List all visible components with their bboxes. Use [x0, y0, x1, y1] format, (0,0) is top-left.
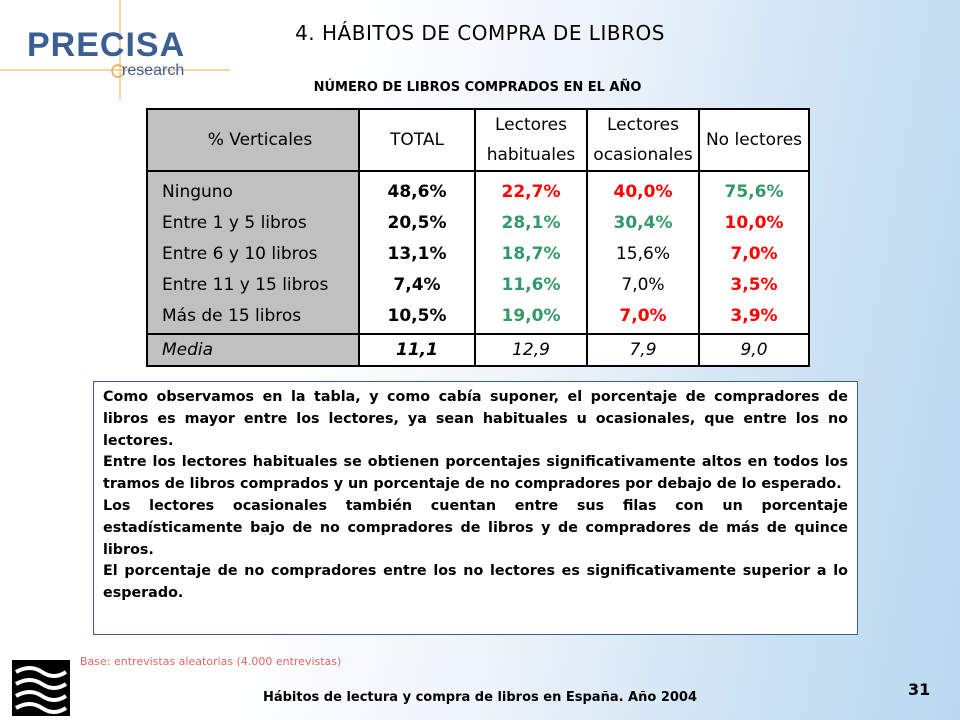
cell: 10,0%: [699, 207, 809, 238]
row-label: Entre 11 y 15 libros: [147, 269, 359, 300]
cell: 7,0%: [699, 238, 809, 269]
header-line2: habituales: [486, 145, 576, 165]
row-label: Entre 6 y 10 libros: [147, 238, 359, 269]
cell: 28,1%: [475, 207, 587, 238]
cell: 15,6%: [587, 238, 699, 269]
cell: 19,0%: [475, 300, 587, 334]
table-row: [147, 207, 809, 238]
precisa-logo: [0, 0, 230, 100]
cell: 12,9: [475, 334, 587, 366]
header-line1: Lectores: [495, 115, 567, 135]
header-total-label: TOTAL: [390, 130, 444, 150]
commentary-box: [93, 381, 858, 635]
page-title: 4. HÁBITOS DE COMPRA DE LIBROS: [295, 21, 665, 45]
publisher-emblem-icon: [12, 660, 70, 716]
row-label: Ninguno: [147, 171, 359, 207]
cell: 10,5%: [359, 300, 475, 334]
cell: 22,7%: [475, 171, 587, 207]
cell: 18,7%: [475, 238, 587, 269]
row-label: Media: [147, 334, 359, 366]
logo-brand: PRECISA: [27, 26, 186, 64]
header-total: [359, 109, 475, 171]
logo-sub: research: [122, 62, 185, 79]
cell: 7,0%: [587, 269, 699, 300]
cell: 7,0%: [587, 300, 699, 334]
cell: 11,1: [359, 334, 475, 366]
header-lectores-ocasionales: [587, 109, 699, 171]
commentary-paragraph: Entre los lectores habituales se obtienen porcentajes significativamente altos en todos los tramos de libros comprados y un porcentaje de no compradores por debajo de lo esperado.: [103, 454, 848, 493]
commentary-paragraph: Como observamos en la tabla, y como cabía suponer, el porcentaje de compradores de libros es mayor entre los lectores, ya sean habituales u ocasionales, que entre los no lectores.: [103, 389, 848, 449]
footer-caption: Hábitos de lectura y compra de libros en España. Año 2004: [262, 690, 698, 705]
row-label: Más de 15 libros: [147, 300, 359, 334]
cell: 3,5%: [699, 269, 809, 300]
header-no-lectores-label: No lectores: [705, 130, 803, 150]
cell: 40,0%: [587, 171, 699, 207]
header-corner: % Verticales: [147, 109, 359, 171]
base-note: Base: entrevistas aleatorias (4.000 entrevistas): [80, 655, 342, 668]
header-lectores-habituales: [475, 109, 587, 171]
header-line1: Lectores: [607, 115, 679, 135]
cell: 30,4%: [587, 207, 699, 238]
page-number: 31: [908, 680, 931, 699]
cell: 20,5%: [359, 207, 475, 238]
cell: 75,6%: [699, 171, 809, 207]
table-row: [147, 300, 809, 334]
data-table: [146, 108, 810, 367]
cell: 3,9%: [699, 300, 809, 334]
cell: 7,4%: [359, 269, 475, 300]
cell: 9,0: [699, 334, 809, 366]
cell: 48,6%: [359, 171, 475, 207]
cell: 11,6%: [475, 269, 587, 300]
cell: 13,1%: [359, 238, 475, 269]
commentary-paragraph: El porcentaje de no compradores entre los no lectores es significativamente superior a lo esperado.: [103, 563, 848, 602]
table-header-row: [147, 109, 809, 171]
cell: 7,9: [587, 334, 699, 366]
header-line2: ocasionales: [593, 145, 693, 165]
table-subtitle: NÚMERO DE LIBROS COMPRADOS EN EL AÑO: [313, 80, 642, 95]
table-row: [147, 238, 809, 269]
header-no-lectores: [699, 109, 809, 171]
row-label: Entre 1 y 5 libros: [147, 207, 359, 238]
table-row: [147, 269, 809, 300]
media-row: [147, 334, 809, 366]
commentary-paragraph: Los lectores ocasionales también cuentan entre sus filas con un porcentaje estadísticamente bajo de no compradores de libros y de compradores de más de quince libros.: [103, 497, 848, 558]
table-row: [147, 171, 809, 207]
